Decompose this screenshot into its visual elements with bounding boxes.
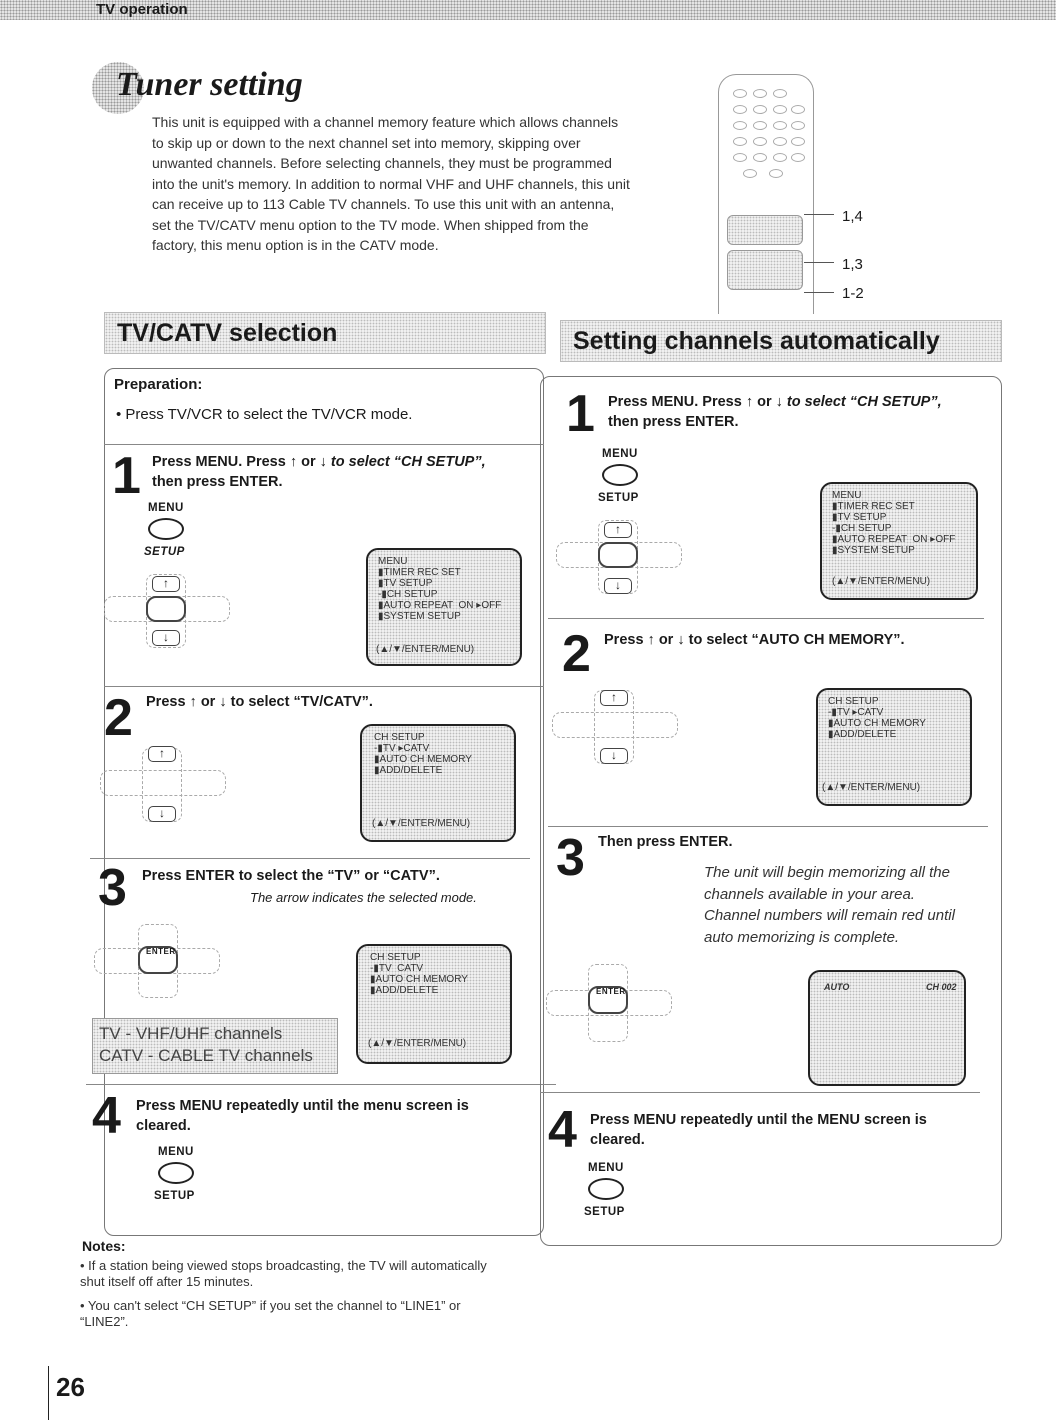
step-instruction: Press ENTER to select the “TV” or “CATV”.: [142, 868, 440, 884]
callout-label: 1-2: [842, 285, 864, 302]
screen-text: CH SETUP -▮TV CATV ▮AUTO CH MEMORY ▮ADD/DELETE: [370, 952, 468, 996]
screen-text: (▲/▼/ENTER/MENU): [376, 644, 475, 655]
menu-setup-button[interactable]: [148, 518, 184, 540]
note-item: • You can't select “CH SETUP” if you set the channel to “LINE1” or “LINE2”.: [80, 1298, 461, 1329]
enter-button[interactable]: [588, 986, 628, 1014]
down-arrow-button[interactable]: ↓: [600, 748, 628, 764]
enter-button[interactable]: [146, 596, 186, 622]
step-instruction: Press MENU. Press ↑ or ↓ to select “CH SETUP”, then press ENTER.: [608, 394, 942, 430]
note-item: • If a station being viewed stops broadcasting, the TV will automatically shut itself off after 15 minutes.: [80, 1258, 487, 1289]
step-number: 4: [92, 1087, 121, 1145]
remote-control-illustration: [718, 74, 814, 314]
screen-text: MENU ▮TIMER REC SET ▮TV SETUP -▮CH SETUP ▮AUTO REPEAT ON ▸OFF ▮SYSTEM SETUP: [378, 556, 502, 622]
step-instruction: Press MENU. Press ↑ or ↓ to select “CH SETUP”, then press ENTER.: [152, 454, 486, 490]
step-instruction: Press MENU repeatedly until the MENU screen is cleared.: [590, 1112, 927, 1148]
step-instruction: Press ↑ or ↓ to select “TV/CATV”.: [146, 694, 373, 710]
screen-text: AUTO: [824, 982, 850, 992]
legend-item: CATV - CABLE TV channels: [99, 1046, 313, 1065]
setup-label: SETUP: [154, 1190, 195, 1202]
menu-label: MENU: [158, 1146, 194, 1158]
menu-setup-button[interactable]: [602, 464, 638, 486]
enter-button[interactable]: [598, 542, 638, 568]
page-number-bar: [48, 1366, 49, 1420]
prep-text: • Press TV/VCR to select the TV/VCR mode.: [116, 406, 413, 423]
page-title: Tuner setting: [116, 66, 303, 103]
callout-line: [804, 292, 834, 293]
auto-channels-heading: [560, 320, 1002, 362]
mode-legend: [92, 1018, 338, 1074]
tv-screen-ch-setup: [816, 688, 972, 806]
screen-text: MENU ▮TIMER REC SET ▮TV SETUP -▮CH SETUP ▮AUTO REPEAT ON ▸OFF ▮SYSTEM SETUP: [832, 490, 956, 556]
down-arrow-button[interactable]: ↓: [152, 630, 180, 646]
enter-button[interactable]: [138, 946, 178, 974]
step-number: 3: [556, 829, 585, 887]
enter-label: ENTER: [596, 987, 626, 996]
step-instruction: Press ↑ or ↓ to select “AUTO CH MEMORY”.: [604, 632, 905, 648]
setup-label: SETUP: [598, 492, 639, 504]
step-note: The arrow indicates the selected mode.: [250, 890, 477, 905]
prep-title: Preparation:: [114, 376, 203, 393]
tv-screen-ch-setup-tv: [356, 944, 512, 1064]
step-number: 1: [566, 385, 595, 443]
step-instruction: Press MENU repeatedly until the menu screen is cleared.: [136, 1098, 469, 1134]
callout-label: 1,4: [842, 208, 863, 225]
tvcatv-heading: [104, 312, 546, 354]
step-number: 1: [112, 447, 141, 505]
callout-line: [804, 214, 834, 215]
page-number: 26: [56, 1372, 85, 1402]
menu-setup-button[interactable]: [158, 1162, 194, 1184]
callout-label: 1,3: [842, 256, 863, 273]
tv-screen-main-menu: [366, 548, 522, 666]
auto-channels-heading-text: Setting channels automatically: [573, 327, 940, 355]
setup-label: SETUP: [144, 546, 185, 558]
step-number: 4: [548, 1101, 577, 1159]
up-arrow-button[interactable]: ↑: [604, 522, 632, 538]
tv-screen-main-menu: [820, 482, 978, 600]
screen-text: CH SETUP -▮TV ▸CATV ▮AUTO CH MEMORY ▮ADD/DELETE: [828, 696, 926, 740]
step-instruction: Then press ENTER.: [598, 834, 733, 850]
intro-paragraph: This unit is equipped with a channel memory feature which allows channels to skip up or down to the next channel set into memory, skipping over unwanted channels. Before selecting channels, they must be programmed into the unit's memory. In addition to normal VHF and UHF channels, this unit can receive up to 113 Cable TV channels. To use this unit with an antenna, set the TV/CATV menu option to the TV mode. When shipped from the factory, this menu option is in the CATV mode.: [152, 114, 630, 253]
screen-text: (▲/▼/ENTER/MENU): [822, 782, 921, 793]
step-number: 3: [98, 859, 127, 917]
screen-text: (▲/▼/ENTER/MENU): [832, 576, 931, 587]
callout-line: [804, 262, 834, 263]
legend-item: TV - VHF/UHF channels: [99, 1024, 283, 1043]
screen-text: CH 002: [926, 982, 957, 992]
menu-label: MENU: [148, 502, 184, 514]
notes-title: Notes:: [82, 1238, 126, 1254]
step-number: 2: [562, 625, 591, 683]
tvcatv-heading-text: TV/CATV selection: [117, 319, 338, 347]
section-label: TV operation: [96, 1, 188, 18]
screen-text: (▲/▼/ENTER/MENU): [372, 818, 471, 829]
menu-label: MENU: [602, 448, 638, 460]
up-arrow-button[interactable]: ↑: [152, 576, 180, 592]
tv-screen-auto-memory: [808, 970, 966, 1086]
menu-setup-button[interactable]: [588, 1178, 624, 1200]
up-arrow-button[interactable]: ↑: [600, 690, 628, 706]
enter-label: ENTER: [146, 947, 176, 956]
top-section-bar: [0, 0, 1056, 20]
menu-label: MENU: [588, 1162, 624, 1174]
setup-label: SETUP: [584, 1206, 625, 1218]
tv-screen-ch-setup: [360, 724, 516, 842]
down-arrow-button[interactable]: ↓: [148, 806, 176, 822]
step-number: 2: [104, 689, 133, 747]
step-body: The unit will begin memorizing all the channels available in your area. Channel numbers will remain red until auto memorizing is complete.: [704, 864, 955, 946]
down-arrow-button[interactable]: ↓: [604, 578, 632, 594]
screen-text: (▲/▼/ENTER/MENU): [368, 1038, 467, 1049]
screen-text: CH SETUP -▮TV ▸CATV ▮AUTO CH MEMORY ▮ADD/DELETE: [374, 732, 472, 776]
up-arrow-button[interactable]: ↑: [148, 746, 176, 762]
